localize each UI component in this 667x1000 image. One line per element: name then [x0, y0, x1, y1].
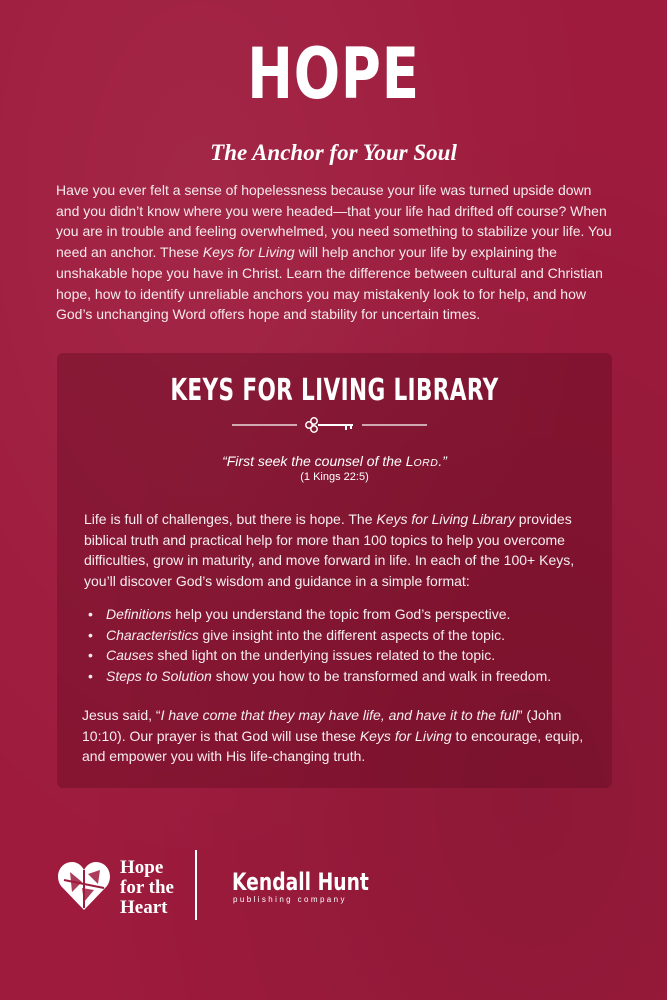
list-item-term: Characteristics: [106, 626, 199, 643]
quote-text-start: “First seek the counsel of the L: [222, 453, 414, 469]
quote-text-end: .”: [438, 453, 447, 469]
list-item: [88, 645, 598, 666]
panel-title: KEYS FOR LIVING LIBRARY: [170, 373, 499, 408]
list-item-term: Causes: [106, 647, 154, 663]
closing-text-italic-2: Keys for Living: [359, 727, 452, 744]
list-item-term: Steps to Solution: [106, 667, 212, 684]
heart-logo-icon: [56, 858, 112, 914]
list-item-term: Definitions: [106, 606, 172, 622]
logo-divider: [195, 850, 197, 920]
list-item: [88, 604, 598, 625]
hope-for-the-heart-logo: [120, 858, 200, 918]
body-text-end: provides biblical truth and practical help for more than 100 topics to help you overcome difficulties, grow in maturity, and move forward in life. In each of the 100+ Keys, you’ll discover God’s wisdom and guidance in a simple format:: [84, 511, 575, 589]
format-list: [88, 604, 598, 686]
bullet-icon: •: [88, 647, 93, 663]
closing-text-italic: I have come that they may have life, and have it to the full: [160, 707, 518, 723]
library-description: [84, 509, 594, 591]
body-text-italic: Keys for Living Library: [376, 511, 515, 527]
intro-paragraph: [56, 180, 616, 325]
scripture-quote: [57, 453, 612, 471]
publisher-logo: Kendall Hunt: [232, 868, 369, 896]
list-item-text: give insight into the different aspects of the topic.: [198, 626, 505, 643]
key-divider-icon: [57, 413, 612, 437]
bullet-icon: •: [88, 626, 93, 643]
bullet-icon: •: [88, 606, 93, 622]
intro-text-italic: Keys for Living: [202, 244, 295, 261]
closing-text-mid: ” (John 10:10). Our prayer is that God will use these: [82, 707, 562, 744]
closing-paragraph: [82, 705, 597, 767]
list-item: [88, 625, 598, 646]
page-title: HOPE: [247, 33, 420, 115]
intro-text-end: will help anchor your life by explaining the unshakable hope you have in Christ. Learn the difference between cultural and Christian hope, how to identify unreliable anchors you may mistakenly look to for help, and how God’s unchanging Word offers hope and stability for uncertain times.: [56, 244, 603, 323]
logo-line-2: for the: [120, 877, 174, 898]
list-item: [88, 666, 598, 687]
intro-text-start: Have you ever felt a sense of hopelessness because your life was turned upside down and you didn’t know where you were headed—that your life had drifted off course? When you are in trouble and feeling overwhelmed, you need something to stabilize your life. You need an anchor. These: [56, 182, 612, 261]
closing-text-end: to encourage, equip, and empower you with His life-changing truth.: [82, 727, 584, 764]
list-item-text: show you how to be transformed and walk in freedom.: [211, 667, 552, 684]
list-item-text: help you understand the topic from God’s perspective.: [171, 606, 511, 622]
logo-line-3: Heart: [120, 897, 168, 918]
scripture-reference: (1 Kings 22:5): [300, 471, 369, 483]
keys-library-panel: [57, 353, 612, 788]
bullet-icon: •: [88, 667, 93, 684]
page-subtitle: The Anchor for Your Soul: [210, 140, 457, 165]
body-text-start: Life is full of challenges, but there is hope. The: [84, 511, 377, 527]
logo-line-1: Hope: [120, 857, 164, 878]
publisher-tagline: publishing company: [233, 895, 347, 904]
list-item-text: shed light on the underlying issues related to the topic.: [153, 647, 496, 663]
quote-smallcaps: ORD: [413, 457, 439, 469]
closing-text-start: Jesus said, “: [82, 707, 161, 723]
